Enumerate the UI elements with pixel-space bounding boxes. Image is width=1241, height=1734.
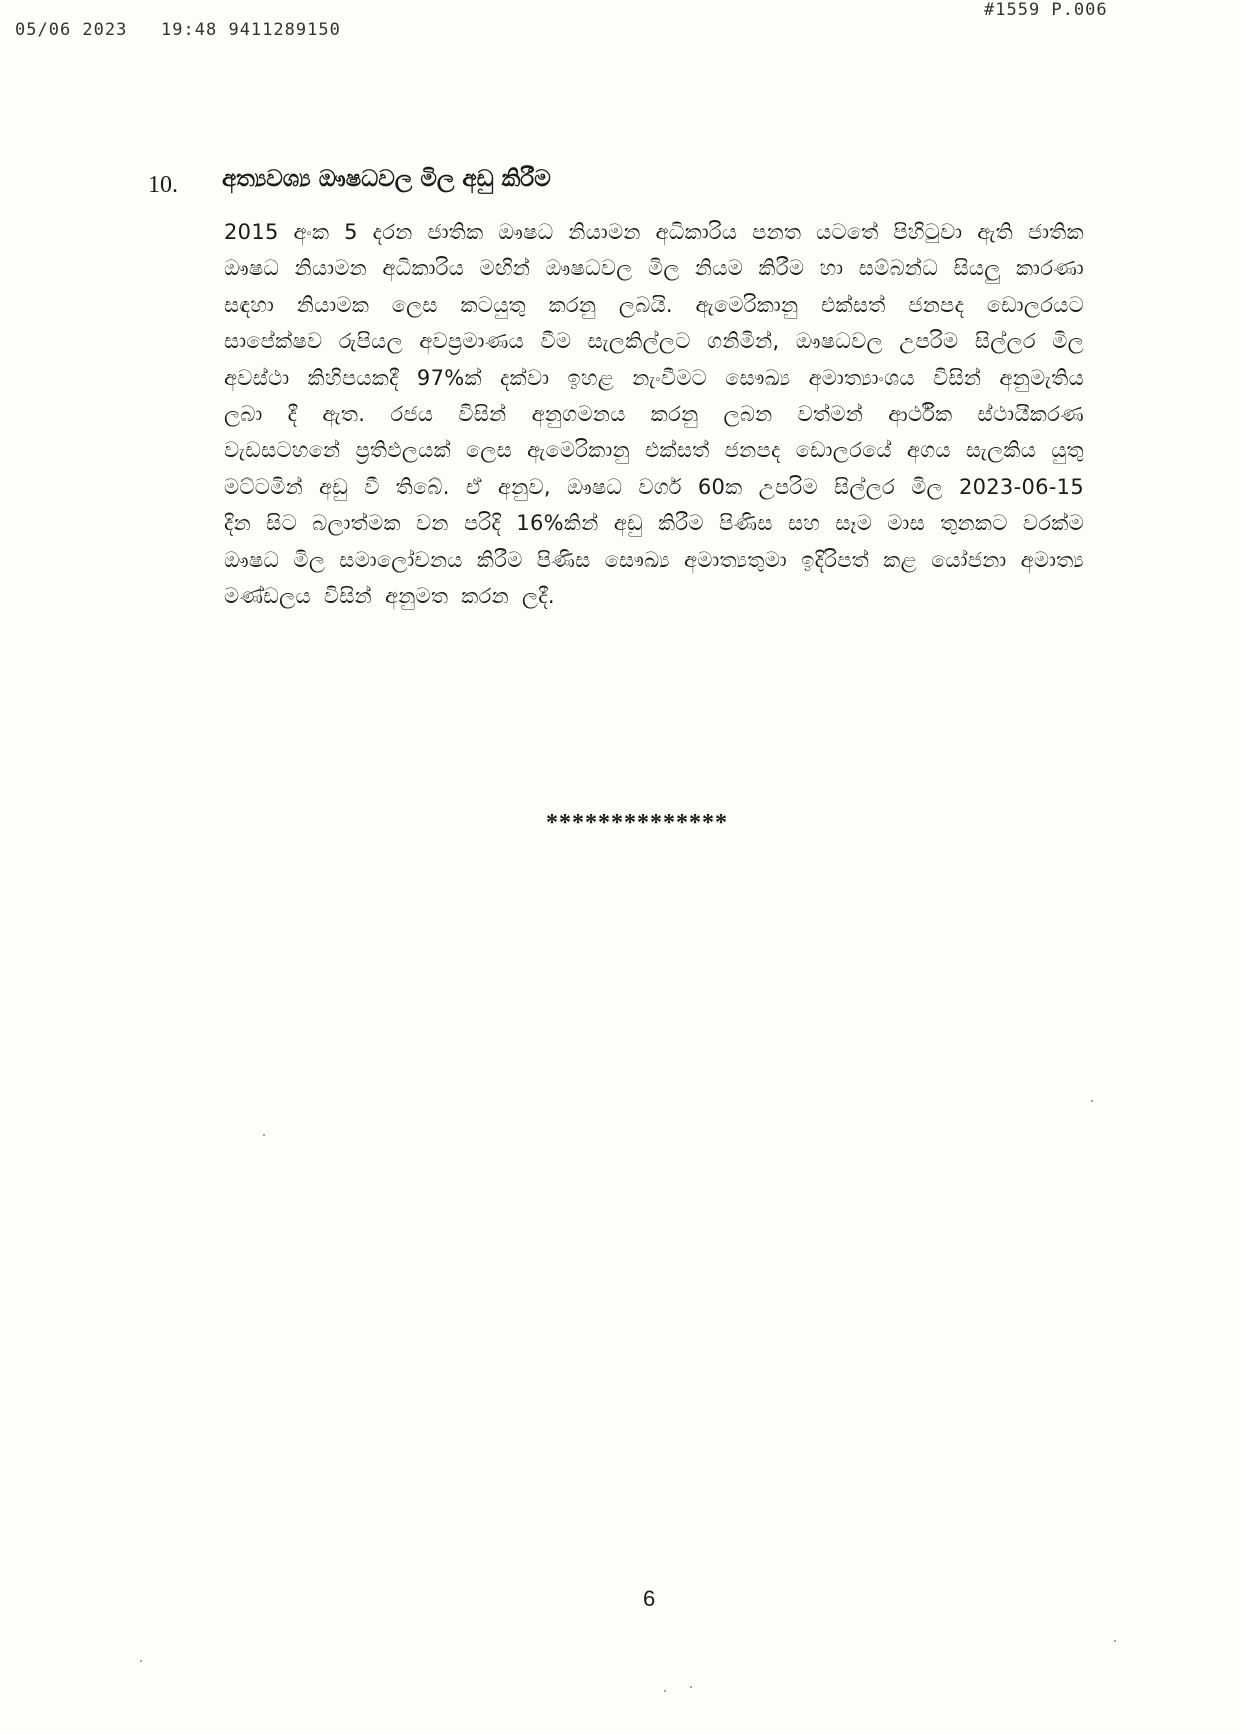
scan-speck [690, 1686, 692, 1688]
end-separator: ************** [546, 810, 728, 836]
scan-speck [263, 1134, 265, 1136]
fax-header-timestamp: 05/06 2023 19:48 9411289150 [15, 20, 341, 40]
scan-speck [1091, 1100, 1093, 1102]
section-title: අත්‍යවශ්‍ය ඖෂධවල මිල අඩු කිරීම [222, 166, 551, 192]
scan-speck [1114, 1640, 1116, 1642]
fax-header-page-ref: #1559 P.006 [984, 0, 1108, 20]
section-body-paragraph: 2015 අංක 5 දරන ජාතික ඖෂධ නියාමන අධිකාරිය පනත යටතේ පිහිටුවා ඇති ජාතික ඖෂධ නියාමන අධිකාරිය මඟින් ඖෂධවල මිල නියම කිරීම හා සම්බන්ධ සියලු කාරණා සඳහා නියාමක ලෙස කටයුතු කරනු ලබයි. ඇමෙරිකානු එක්සත් ජනපද ඩොලරයට සාපේක්ෂව රුපියල අවප්‍රමාණය වීම සැලකිල්ලට ගනිමින්, ඖෂධවල උපරිම සිල්ලර මිල අවස්ථා කිහිපයකදී 97%ක් දක්වා ඉහළ නැංවීමට සෞඛ්‍ය අමාත්‍යාංශය විසින් අනුමැතිය ලබා දී ඇත. රජය විසින් අනුගමනය කරනු ලබන වත්මන් ආර්ථික ස්ථායීකරණ වැඩසටහනේ ප්‍රතිඵලයක් ලෙස ඇමෙරිකානු එක්සත් ජනපද ඩොලරයේ අගය සැලකිය යුතු මට්ටමින් අඩු වී තිබේ. ඒ අනුව, ඖෂධ වර්ග 60ක උපරිම සිල්ලර මිල 2023-06-15 දින සිට බලාත්මක වන පරිදි 16%කින් අඩු කිරීම පිණිස සහ සෑම මාස තුනකට වරක්ම ඖෂධ මිල සමාලෝචනය කිරීම පිණිස සෞඛ්‍ය අමාත්‍යතුමා ඉදිරිපත් කළ යෝජනා අමාත්‍ය මණ්ඩලය විසින් අනුමත කරන ලදී. [224, 220, 1084, 609]
scan-speck [140, 1660, 142, 1662]
scan-speck [664, 1690, 666, 1692]
section-number: 10. [148, 172, 178, 198]
page-number: 6 [643, 1586, 656, 1611]
